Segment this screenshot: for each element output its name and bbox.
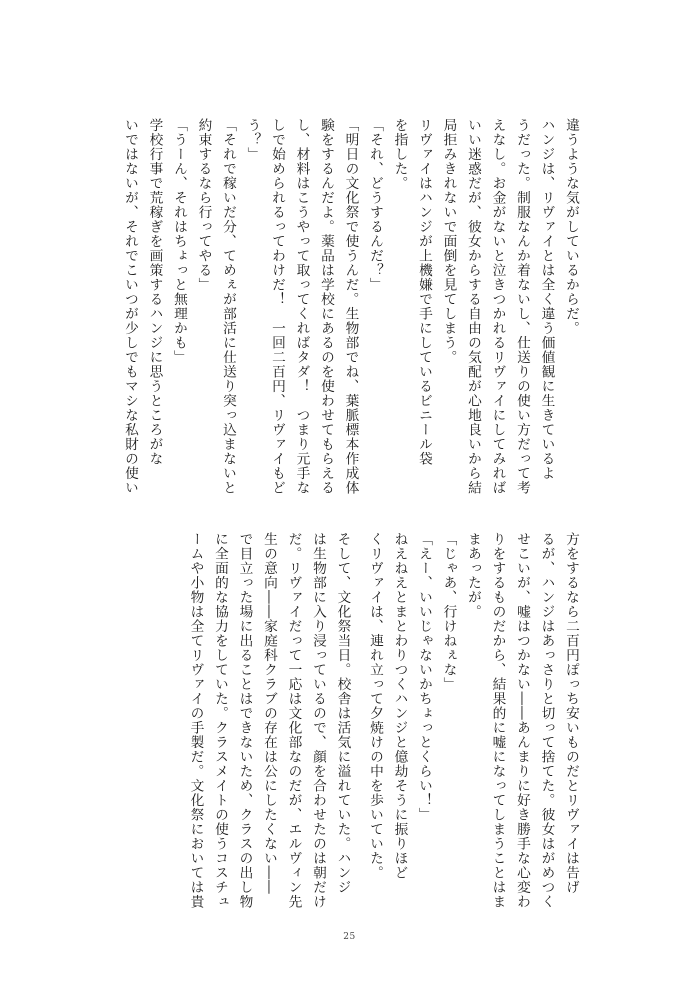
text-line: 学校行事で荒稼ぎを画策するハンジに思うところがな: [146, 118, 163, 466]
text-line: せこいが、嘘はつかない――あんまりに好き勝手な心変わ: [514, 532, 530, 909]
text-line: 「えー、いいじゃないかちょっとくらい！」: [416, 532, 432, 822]
text-line: そして、文化祭当日。校舎は活気に溢れていた。ハンジ: [334, 532, 351, 895]
page-number: 25: [343, 932, 356, 942]
text-line: ねえねえとまとわりつくハンジと億劫そうに振りほど: [391, 532, 408, 880]
text-line: で目立った場に出ることはできないため、クラスの出し物: [236, 532, 253, 909]
text-line: を指した。: [391, 118, 408, 191]
text-line: 生の意向――家庭科クラブの存在は公にしたくない――: [261, 532, 277, 895]
text-line: に全面的な協力をしていた。クラスメイトの使うコスチュ: [212, 532, 228, 909]
text-line: ームや小物は全てリヴァイの手製だ。文化祭においては貴: [187, 532, 204, 909]
text-line: 約束するなら行ってやる」: [195, 118, 212, 292]
text-line: 局拒みきれないで面倒を見てしまう。: [440, 118, 457, 365]
text-line: えなし。お金がないと泣きつかれるリヴァイにしてみれば: [489, 118, 506, 495]
text-line: ハンジは、リヴァイとは全く違う価値観に生きているよ: [538, 118, 555, 481]
text-line: 「じゃあ、行けねぇな」: [440, 532, 457, 692]
text-line: しで始められるってわけだ！ 一回二百円、リヴァイもど: [269, 118, 285, 495]
text-line: 違うような気がしているからだ。: [563, 118, 579, 336]
text-line: し、材料はこうやって取ってくればタダ！ つまり元手な: [293, 118, 310, 495]
text-line: いい迷惑だが、彼女からする自由の気配が心地良いから結: [465, 118, 481, 495]
text-line: 方をするなら二百円ぽっち安いものだとリヴァイは告げ: [563, 532, 579, 895]
text-line: だ。リヴァイだって一応は文化部なのだが、エルヴィン先: [285, 532, 302, 909]
text-line: うだった。制服なんか着ないし、仕送りの使い方だって考: [514, 118, 530, 495]
text-line: は生物部に入り浸っているので、顔を合わせたのは朝だけ: [310, 532, 326, 909]
text-line: くリヴァイは、連れ立って夕焼けの中を歩いていた。: [367, 532, 383, 880]
text-line: 「それで稼いだ分、てめぇが部活に仕送り突っ込まないと: [220, 118, 236, 495]
text-line: まあったが。: [465, 532, 481, 619]
top-text-block: [122, 118, 583, 500]
text-line: 「うーん、それはちょっと無理かも」: [171, 118, 187, 365]
text-line: るが、ハンジはあっさりと切って捨てた。彼女はがめつく: [538, 532, 555, 909]
text-line: 験をするんだよ。薬品は学校にあるのを使わせてもらえる: [318, 118, 334, 495]
text-line: 「それ、どうするんだ？」: [367, 118, 383, 292]
text-line: 「明日の文化祭で使うんだ。生物部でね、葉脈標本作成体: [342, 118, 359, 495]
text-line: いではないが、それでこいつが少しでもマシな私財の使い: [122, 118, 138, 495]
text-line: りをするものだから、結果的に嘘になってしまうことはま: [489, 532, 506, 909]
text-line: リヴァイはハンジが上機嫌で手にしているビニール袋: [416, 118, 432, 466]
bottom-text-block: [183, 532, 583, 914]
text-line: う？」: [244, 118, 261, 162]
